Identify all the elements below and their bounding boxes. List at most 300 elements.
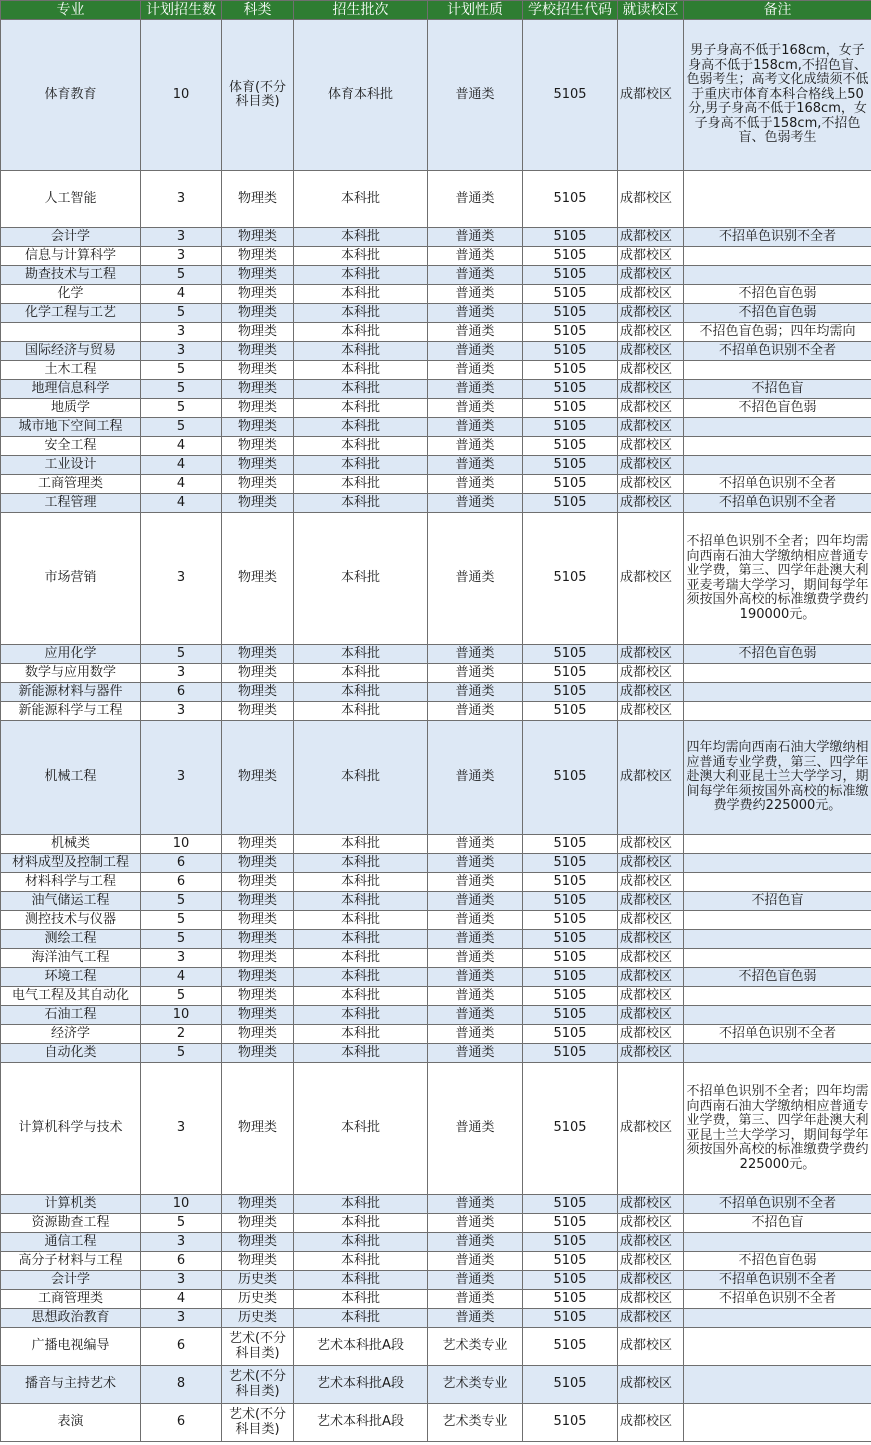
cell-batch: 本科批 (294, 475, 428, 494)
table-row (1, 949, 871, 968)
table-row (1, 1195, 871, 1214)
cell-campus: 成都校区 (618, 418, 684, 437)
cell-subject: 历史类 (222, 1271, 294, 1290)
cell-major: 应用化学 (1, 645, 141, 664)
cell-batch: 本科批 (294, 930, 428, 949)
cell-count: 5 (141, 418, 222, 437)
cell-count: 3 (141, 949, 222, 968)
cell-code: 5105 (523, 1271, 618, 1290)
cell-campus: 成都校区 (618, 1290, 684, 1309)
cell-batch: 艺术本科批A段 (294, 1404, 428, 1442)
cell-major: 人工智能 (1, 171, 141, 228)
cell-code: 5105 (523, 873, 618, 892)
cell-nature: 普通类 (428, 1063, 523, 1195)
cell-subject: 物理类 (222, 475, 294, 494)
table-row (1, 987, 871, 1006)
cell-major: 城市地下空间工程 (1, 418, 141, 437)
cell-campus: 成都校区 (618, 1366, 684, 1404)
cell-note (684, 702, 871, 721)
cell-note: 不招色盲色弱 (684, 285, 871, 304)
cell-subject: 物理类 (222, 494, 294, 513)
cell-nature: 普通类 (428, 266, 523, 285)
cell-campus: 成都校区 (618, 494, 684, 513)
cell-campus: 成都校区 (618, 475, 684, 494)
cell-major: 油气储运工程 (1, 892, 141, 911)
cell-nature: 普通类 (428, 361, 523, 380)
cell-nature: 普通类 (428, 1309, 523, 1328)
cell-batch: 本科批 (294, 494, 428, 513)
cell-subject: 物理类 (222, 361, 294, 380)
cell-major: 安全工程 (1, 437, 141, 456)
cell-code: 5105 (523, 171, 618, 228)
cell-subject: 艺术(不分科目类) (222, 1328, 294, 1366)
cell-campus: 成都校区 (618, 228, 684, 247)
table-row (1, 1063, 871, 1195)
cell-subject: 物理类 (222, 456, 294, 475)
cell-note (684, 1044, 871, 1063)
cell-batch: 本科批 (294, 380, 428, 399)
cell-nature: 普通类 (428, 911, 523, 930)
cell-count: 3 (141, 1309, 222, 1328)
cell-nature: 普通类 (428, 1044, 523, 1063)
table-row (1, 247, 871, 266)
cell-count: 8 (141, 1366, 222, 1404)
cell-subject: 物理类 (222, 1252, 294, 1271)
cell-campus: 成都校区 (618, 342, 684, 361)
cell-subject: 物理类 (222, 399, 294, 418)
cell-nature: 普通类 (428, 683, 523, 702)
cell-code: 5105 (523, 247, 618, 266)
cell-major: 石油工程 (1, 1006, 141, 1025)
cell-subject: 物理类 (222, 266, 294, 285)
header-code: 学校招生代码 (523, 1, 618, 20)
cell-code: 5105 (523, 1233, 618, 1252)
cell-nature: 普通类 (428, 1195, 523, 1214)
cell-major: 地理信息科学 (1, 380, 141, 399)
cell-campus: 成都校区 (618, 1214, 684, 1233)
cell-campus: 成都校区 (618, 456, 684, 475)
cell-major: 新能源科学与工程 (1, 702, 141, 721)
table-row (1, 171, 871, 228)
cell-campus: 成都校区 (618, 1063, 684, 1195)
cell-count: 6 (141, 1404, 222, 1442)
cell-nature: 普通类 (428, 987, 523, 1006)
cell-batch: 本科批 (294, 456, 428, 475)
cell-count: 10 (141, 1195, 222, 1214)
cell-batch: 本科批 (294, 513, 428, 645)
cell-code: 5105 (523, 1252, 618, 1271)
table-row (1, 418, 871, 437)
table-row (1, 1271, 871, 1290)
cell-code: 5105 (523, 835, 618, 854)
cell-note (684, 247, 871, 266)
cell-count: 3 (141, 1271, 222, 1290)
cell-subject: 物理类 (222, 1063, 294, 1195)
cell-batch: 本科批 (294, 949, 428, 968)
cell-subject: 物理类 (222, 1195, 294, 1214)
table-row (1, 304, 871, 323)
cell-note (684, 1233, 871, 1252)
cell-note: 不招单色识别不全者 (684, 1271, 871, 1290)
table-row (1, 1309, 871, 1328)
cell-campus: 成都校区 (618, 1025, 684, 1044)
cell-note: 不招色盲色弱 (684, 645, 871, 664)
cell-code: 5105 (523, 1195, 618, 1214)
cell-code: 5105 (523, 1006, 618, 1025)
cell-nature: 普通类 (428, 702, 523, 721)
cell-note (684, 361, 871, 380)
cell-major: 数学与应用数学 (1, 664, 141, 683)
cell-campus: 成都校区 (618, 323, 684, 342)
cell-major: 测控技术与仪器 (1, 911, 141, 930)
cell-code: 5105 (523, 342, 618, 361)
cell-subject: 物理类 (222, 911, 294, 930)
header-count: 计划招生数 (141, 1, 222, 20)
cell-subject: 历史类 (222, 1290, 294, 1309)
cell-subject: 历史类 (222, 1309, 294, 1328)
table-row (1, 645, 871, 664)
table-row (1, 892, 871, 911)
cell-campus: 成都校区 (618, 949, 684, 968)
cell-campus: 成都校区 (618, 721, 684, 835)
cell-batch: 本科批 (294, 323, 428, 342)
cell-major: 思想政治教育 (1, 1309, 141, 1328)
cell-batch: 艺术本科批A段 (294, 1366, 428, 1404)
table-row (1, 1252, 871, 1271)
cell-campus: 成都校区 (618, 1195, 684, 1214)
cell-count: 4 (141, 437, 222, 456)
cell-nature: 普通类 (428, 171, 523, 228)
cell-campus: 成都校区 (618, 247, 684, 266)
cell-count: 4 (141, 1290, 222, 1309)
cell-nature: 艺术类专业 (428, 1404, 523, 1442)
cell-note (684, 437, 871, 456)
table-row (1, 1214, 871, 1233)
cell-note: 不招单色识别不全者 (684, 228, 871, 247)
cell-count: 5 (141, 304, 222, 323)
cell-count: 3 (141, 323, 222, 342)
table-row (1, 911, 871, 930)
cell-batch: 本科批 (294, 1044, 428, 1063)
cell-major: 信息与计算科学 (1, 247, 141, 266)
cell-code: 5105 (523, 418, 618, 437)
cell-subject: 物理类 (222, 1006, 294, 1025)
header-nature: 计划性质 (428, 1, 523, 20)
cell-nature: 普通类 (428, 968, 523, 987)
header-batch: 招生批次 (294, 1, 428, 20)
table-row (1, 456, 871, 475)
cell-count: 5 (141, 911, 222, 930)
cell-major (1, 323, 141, 342)
cell-batch: 本科批 (294, 1006, 428, 1025)
cell-note (684, 1328, 871, 1366)
cell-note: 不招色盲色弱；四年均需向 (684, 323, 871, 342)
cell-note: 不招色盲色弱 (684, 399, 871, 418)
cell-code: 5105 (523, 266, 618, 285)
table-row (1, 323, 871, 342)
cell-major: 海洋油气工程 (1, 949, 141, 968)
cell-subject: 物理类 (222, 1044, 294, 1063)
cell-batch: 本科批 (294, 664, 428, 683)
cell-subject: 物理类 (222, 854, 294, 873)
cell-note: 不招单色识别不全者 (684, 1025, 871, 1044)
cell-subject: 物理类 (222, 721, 294, 835)
cell-note: 不招色盲色弱 (684, 1252, 871, 1271)
cell-nature: 普通类 (428, 1252, 523, 1271)
cell-batch: 本科批 (294, 304, 428, 323)
cell-subject: 艺术(不分科目类) (222, 1404, 294, 1442)
cell-code: 5105 (523, 456, 618, 475)
cell-code: 5105 (523, 1025, 618, 1044)
cell-major: 资源勘查工程 (1, 1214, 141, 1233)
cell-nature: 普通类 (428, 835, 523, 854)
cell-batch: 本科批 (294, 683, 428, 702)
cell-code: 5105 (523, 987, 618, 1006)
cell-major: 测绘工程 (1, 930, 141, 949)
cell-batch: 本科批 (294, 645, 428, 664)
cell-code: 5105 (523, 20, 618, 171)
cell-campus: 成都校区 (618, 930, 684, 949)
cell-nature: 普通类 (428, 1025, 523, 1044)
cell-major: 广播电视编导 (1, 1328, 141, 1366)
cell-campus: 成都校区 (618, 171, 684, 228)
cell-code: 5105 (523, 228, 618, 247)
cell-batch: 本科批 (294, 1271, 428, 1290)
cell-count: 4 (141, 475, 222, 494)
cell-note: 不招单色识别不全者 (684, 342, 871, 361)
cell-nature: 普通类 (428, 494, 523, 513)
cell-note (684, 1366, 871, 1404)
cell-major: 市场营销 (1, 513, 141, 645)
cell-code: 5105 (523, 683, 618, 702)
cell-campus: 成都校区 (618, 304, 684, 323)
cell-major: 电气工程及其自动化 (1, 987, 141, 1006)
cell-batch: 本科批 (294, 1233, 428, 1252)
cell-campus: 成都校区 (618, 683, 684, 702)
cell-nature: 普通类 (428, 1233, 523, 1252)
cell-major: 工程管理 (1, 494, 141, 513)
cell-subject: 物理类 (222, 930, 294, 949)
cell-batch: 本科批 (294, 1252, 428, 1271)
cell-batch: 本科批 (294, 892, 428, 911)
cell-major: 计算机科学与技术 (1, 1063, 141, 1195)
cell-code: 5105 (523, 854, 618, 873)
cell-subject: 物理类 (222, 683, 294, 702)
table-row (1, 721, 871, 835)
cell-count: 6 (141, 873, 222, 892)
table-row (1, 437, 871, 456)
cell-batch: 本科批 (294, 968, 428, 987)
cell-campus: 成都校区 (618, 1252, 684, 1271)
cell-subject: 物理类 (222, 1025, 294, 1044)
cell-major: 化学工程与工艺 (1, 304, 141, 323)
cell-nature: 普通类 (428, 475, 523, 494)
cell-campus: 成都校区 (618, 513, 684, 645)
cell-major: 工业设计 (1, 456, 141, 475)
cell-nature: 普通类 (428, 247, 523, 266)
cell-nature: 艺术类专业 (428, 1328, 523, 1366)
cell-code: 5105 (523, 1404, 618, 1442)
cell-code: 5105 (523, 1366, 618, 1404)
cell-code: 5105 (523, 645, 618, 664)
cell-count: 10 (141, 1006, 222, 1025)
cell-batch: 本科批 (294, 418, 428, 437)
table-row (1, 664, 871, 683)
cell-nature: 普通类 (428, 437, 523, 456)
cell-subject: 物理类 (222, 285, 294, 304)
cell-campus: 成都校区 (618, 911, 684, 930)
cell-campus: 成都校区 (618, 702, 684, 721)
cell-batch: 本科批 (294, 171, 428, 228)
cell-subject: 艺术(不分科目类) (222, 1366, 294, 1404)
cell-major: 环境工程 (1, 968, 141, 987)
cell-note (684, 1404, 871, 1442)
table-row (1, 285, 871, 304)
cell-campus: 成都校区 (618, 854, 684, 873)
cell-nature: 普通类 (428, 664, 523, 683)
cell-code: 5105 (523, 1309, 618, 1328)
cell-code: 5105 (523, 1214, 618, 1233)
cell-code: 5105 (523, 285, 618, 304)
cell-code: 5105 (523, 380, 618, 399)
cell-count: 5 (141, 987, 222, 1006)
cell-subject: 物理类 (222, 702, 294, 721)
cell-major: 通信工程 (1, 1233, 141, 1252)
cell-subject: 物理类 (222, 835, 294, 854)
cell-count: 10 (141, 835, 222, 854)
cell-batch: 本科批 (294, 228, 428, 247)
cell-batch: 本科批 (294, 266, 428, 285)
cell-note (684, 835, 871, 854)
cell-note (684, 987, 871, 1006)
cell-nature: 普通类 (428, 721, 523, 835)
cell-batch: 本科批 (294, 835, 428, 854)
cell-major: 自动化类 (1, 1044, 141, 1063)
cell-major: 机械工程 (1, 721, 141, 835)
cell-batch: 本科批 (294, 911, 428, 930)
table-row (1, 399, 871, 418)
cell-count: 5 (141, 892, 222, 911)
cell-nature: 普通类 (428, 949, 523, 968)
cell-count: 3 (141, 228, 222, 247)
table-row (1, 930, 871, 949)
cell-batch: 本科批 (294, 1214, 428, 1233)
cell-count: 4 (141, 968, 222, 987)
cell-subject: 物理类 (222, 304, 294, 323)
cell-batch: 本科批 (294, 854, 428, 873)
cell-code: 5105 (523, 1290, 618, 1309)
cell-campus: 成都校区 (618, 1309, 684, 1328)
cell-batch: 本科批 (294, 437, 428, 456)
cell-nature: 普通类 (428, 1214, 523, 1233)
cell-count: 4 (141, 494, 222, 513)
cell-batch: 本科批 (294, 247, 428, 266)
cell-batch: 本科批 (294, 361, 428, 380)
cell-nature: 普通类 (428, 854, 523, 873)
cell-campus: 成都校区 (618, 835, 684, 854)
cell-campus: 成都校区 (618, 645, 684, 664)
cell-code: 5105 (523, 702, 618, 721)
cell-major: 地质学 (1, 399, 141, 418)
cell-nature: 普通类 (428, 645, 523, 664)
cell-note (684, 1006, 871, 1025)
cell-major: 勘查技术与工程 (1, 266, 141, 285)
cell-note: 不招单色识别不全者 (684, 475, 871, 494)
cell-subject: 物理类 (222, 645, 294, 664)
cell-note (684, 456, 871, 475)
table-row (1, 683, 871, 702)
cell-note (684, 171, 871, 228)
cell-note (684, 418, 871, 437)
cell-code: 5105 (523, 494, 618, 513)
cell-major: 土木工程 (1, 361, 141, 380)
cell-note: 不招单色识别不全者 (684, 494, 871, 513)
cell-subject: 物理类 (222, 968, 294, 987)
cell-subject: 物理类 (222, 892, 294, 911)
cell-code: 5105 (523, 949, 618, 968)
cell-subject: 物理类 (222, 323, 294, 342)
cell-subject: 物理类 (222, 380, 294, 399)
cell-count: 5 (141, 930, 222, 949)
table-row (1, 228, 871, 247)
cell-code: 5105 (523, 1063, 618, 1195)
cell-nature: 普通类 (428, 399, 523, 418)
cell-count: 6 (141, 1252, 222, 1271)
cell-major: 化学 (1, 285, 141, 304)
cell-batch: 本科批 (294, 1309, 428, 1328)
cell-note: 不招单色识别不全者 (684, 1290, 871, 1309)
cell-major: 高分子材料与工程 (1, 1252, 141, 1271)
cell-subject: 物理类 (222, 873, 294, 892)
cell-count: 5 (141, 645, 222, 664)
cell-code: 5105 (523, 437, 618, 456)
cell-campus: 成都校区 (618, 285, 684, 304)
cell-code: 5105 (523, 664, 618, 683)
cell-nature: 普通类 (428, 513, 523, 645)
cell-nature: 普通类 (428, 380, 523, 399)
cell-subject: 物理类 (222, 1214, 294, 1233)
cell-major: 表演 (1, 1404, 141, 1442)
cell-campus: 成都校区 (618, 892, 684, 911)
cell-nature: 普通类 (428, 304, 523, 323)
cell-campus: 成都校区 (618, 399, 684, 418)
cell-note: 不招色盲色弱 (684, 968, 871, 987)
cell-campus: 成都校区 (618, 1328, 684, 1366)
cell-batch: 本科批 (294, 721, 428, 835)
cell-count: 2 (141, 1025, 222, 1044)
cell-major: 材料成型及控制工程 (1, 854, 141, 873)
table-row (1, 1233, 871, 1252)
table-row (1, 854, 871, 873)
table-row (1, 1290, 871, 1309)
cell-batch: 本科批 (294, 1063, 428, 1195)
cell-subject: 物理类 (222, 247, 294, 266)
cell-note: 不招色盲 (684, 892, 871, 911)
cell-count: 4 (141, 456, 222, 475)
table-row (1, 1025, 871, 1044)
cell-count: 6 (141, 683, 222, 702)
cell-nature: 普通类 (428, 1271, 523, 1290)
cell-subject: 物理类 (222, 1233, 294, 1252)
cell-count: 3 (141, 721, 222, 835)
cell-count: 3 (141, 247, 222, 266)
cell-major: 播音与主持艺术 (1, 1366, 141, 1404)
cell-count: 10 (141, 20, 222, 171)
cell-code: 5105 (523, 304, 618, 323)
cell-batch: 本科批 (294, 285, 428, 304)
table-row (1, 380, 871, 399)
cell-nature: 普通类 (428, 323, 523, 342)
